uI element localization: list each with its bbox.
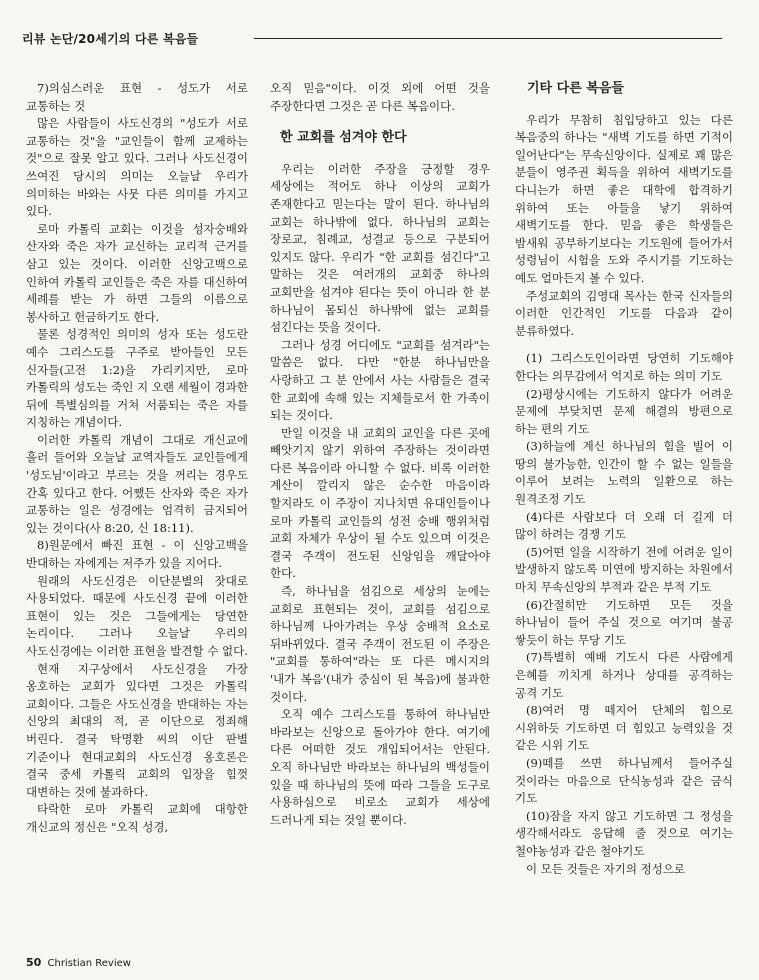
paragraph: 오직 예수 그리스도를 통하여 하나님만 바라보는 신앙으로 돌아가야 한다. 여기에 다른 어떠한 것도 개입되어서는 안된다. 오직 하나님만 바라보는 하나님의 백성들이 있을 때 하나님의 뜻에 따라 그들을 도구로 사용하심으로 비로소 교회가 세상에 드러나게 되는 것일 뿐이다. [270,707,490,827]
list-item: (6)간절히만 기도하면 모든 것을 하나님이 들어 주실 것으로 여기며 불공 쌓듯이 하는 무당 기도 [515,597,733,647]
header-rule [254,38,722,39]
paragraph: 물론 성경적인 의미의 성자 또는 성도란 예수 그리스도를 구주로 받아들인 모든 신자들(고전 1:2)을 가리키지만, 로마 카톨릭의 성도는 죽인 지 오랜 세월이 경과한 뒤에 특별심의를 거쳐 서품되는 죽은 자를 지칭하는 개념이다. [26,327,248,430]
list-item: (7)특별히 예배 기도시 다른 사람에게 은혜를 끼치게 하거나 상대를 공격하는 공격 기도 [515,650,733,700]
paragraph: 로마 카톨릭 교회는 이것을 성자숭배와 산자와 죽은 자가 교신하는 교리적 근거를 삼고 있는 것이다. 이러한 신앙고백으로 인하여 카톨릭 교인들은 죽은 자를 대신하여 세례를 받는 가 하면 그들의 이름으로 봉사하고 헌금하기도 한다. [26,221,248,324]
list-item: (2)평상시에는 기도하지 않다가 어려운 문제에 부닺치면 문제 해결의 방편으로 하는 편의 기도 [515,386,733,436]
list-item: (5)어떤 일을 시작하기 전에 어려운 일이 발생하지 않도록 미연에 방지하는 차원에서 마치 무속신앙의 부적과 같은 부적 기도 [515,544,733,595]
paragraph: 많은 사람들이 사도신경의 "성도가 서로 교통하는 것"을 "교인들이 함께 교제하는 것"으로 잘못 알고 있다. 그러나 사도신경이 쓰여진 당시의 의미는 오늘날 우리가 의미하는 바와는 사뭇 다른 의미를 가지고 있다. [26,116,248,219]
paragraph: 오직 믿음"이다. 이것 외에 어떤 것을 주장한다면 그것은 곧 다른 복음이다. [270,81,490,113]
paragraph: 원래의 사도신경은 이단분별의 잣대로 사용되었다. 때문에 사도신경 끝에 이러한 표현이 있는 것은 그들에게는 당연한 논리이다. 그러나 오늘날 우리의 사도신경에는 이러한 표현을 발견할 수 없다. [26,573,248,658]
header-title: 리뷰 논단/20세기의 다른 복음들 [22,32,199,46]
paragraph: 현재 지구상에서 사도신경을 가장 옹호하는 교회가 있다면 그것은 카톨릭 교회이다. 그들은 사도신경을 반대하는 자는 신앙의 최대의 적, 곧 이단으로 정죄해 버린다. 결국 탁명환 씨의 이단 판별 기준이나 현대교회의 사도신경 옹호론은 결국 중세 카톨릭 교회의 입장을 힘껏 대변하는 것에 불과하다. [26,661,248,799]
column-3 [515,80,733,950]
page-number: 50 [26,956,42,969]
subheading-8: 8)원문에서 빠진 표현 - 이 신앙고백을 반대하는 자에게는 저주가 있을 지어다. [26,538,248,571]
paragraph: 주성교회의 김영대 목사는 한국 신자들의 이러한 인간적인 기도를 다음과 같이 분류하였다. [515,288,733,338]
paragraph: 우리는 이러한 주장을 긍정할 경우 세상에는 적어도 하나 이상의 교회가 존재한다고 믿는다는 말이 된다. 하나님의 교회는 하나밖에 없다. 하나님의 교회는 장로교, 침례교, 성결교 등으로 구분되어 있지도 않다. 우리가 "한 교회를 섬긴다"고 말하는 것은 여러개의 교회중 하나의 교회만을 섬겨야 된다는 뜻이 아니라 한 분 하나님이 몸되신 하나밖에 없는 교회를 섬긴다는 뜻을 것이다. [270,161,490,335]
paragraph: 타락한 로마 카톨릭 교회에 대항한 개신교의 정신은 "오직 성경, [26,802,248,834]
list-item: (4)다른 사람보다 더 오래 더 길게 더 많이 하려는 경쟁 기도 [515,509,733,542]
subheading-7: 7)의심스러운 표현 - 성도가 서로 교통하는 것 [26,81,248,113]
paragraph: 우리가 무참히 침입당하고 있는 다른 복음중의 하나는 "새벽 기도를 하면 기적이 일어난다"는 무속신앙이다. 실제로 꽤 많은 분들이 영주권 획득을 위하여 새벽기도를 다니는가 하면 좋은 대학에 합격하기 위하여 또는 아들을 낳기 위하여 새벽기도를 한다. 믿음 좋은 학생들은 밤새워 공부하기보다는 기도원에 들어가서 성령님이 시험을 도와 주시기를 기도하는 예도 얼마든지 볼 수 있다. [515,112,733,285]
list-item: (8)여러 명 떼지어 단체의 힘으로 시위하듯 기도하면 더 힘있고 능력있을 것 같은 시위 기도 [515,703,733,753]
list-item: (1) 그리스도인이라면 당연히 기도해야 한다는 의무감에서 억지로 하는 의미 기도 [515,351,733,383]
column-1 [26,80,248,950]
magazine-name: Christian Review [47,958,131,969]
section-heading: 기타 다른 복음들 [527,81,624,96]
page-footer [26,956,131,969]
paragraph: 즉, 하나님을 섬김으로 세상의 눈에는 교회로 표현되는 것이, 교회를 섬김으로 하나님께 나아가려는 우상 숭배적 요소로 뒤바뀌었다. 결국 주객이 전도된 이 주장은 "교회를 통하여"라는 또 다른 메시지의 '내가 복음'(내가 중심이 된 복음)에 불과한 것이다. [270,584,490,704]
paragraph: 이러한 카톨릭 개념이 그대로 개신교에 흘러 들어와 오늘날 교역자들도 교인들에게 '성도님'이라고 부르는 것을 꺼리는 경우도 간혹 있다고 한다. 어쨌든 산자와 죽은 자가 교통하는 일은 성경에는 엄격히 금지되어 있는 것이다(사 8:20, 신 18:11). [26,432,248,535]
running-header [22,30,722,52]
section-heading: 한 교회를 섬겨야 한다 [280,130,407,146]
list-item: (3)하늘에 계신 하나님의 힘을 빌어 이 땅의 불가능한, 인간이 할 수 없는 일들을 이루어 보려는 노력의 일환으로 하는 원격조정 기도 [515,439,733,507]
paragraph: 만일 이것을 내 교회의 교인을 다른 곳에 빼앗기지 않기 위하여 주장하는 것이라면 다른 복음이라 아니할 수 없다. 비록 이러한 계산이 깔리지 않은 순수한 마음이라 할지라도 이 주장이 지나치면 유대인들이나 로마 카톨릭 교인들의 성전 숭배 행위처럼 교회 자체가 우상이 될 수도 있으며 이것은 결국 주객이 전도된 신앙임을 깨달아야 한다. [270,425,490,581]
paragraph: 이 모든 것들은 자기의 정성으로 [526,861,686,876]
list-item: (10)잠을 자지 않고 기도하면 그 정성을 생각해서라도 응답해 줄 것으로 여기는 철야농성과 같은 철야기도 [515,808,733,858]
list-item: (9)떼를 쓰면 하나님께서 들어주실 것이라는 마음으로 단식농성과 같은 금식 기도 [515,755,733,806]
paragraph: 그러나 성경 어디에도 "교회를 섬겨라"는 말씀은 없다. 다만 "한분 하나님만을 사랑하고 그 분 안에서 사는 사람들은 결국 한 교회에 속해 있는 지체들로서 한 가족이 되는 것이다. [270,337,490,423]
column-2 [270,80,490,950]
